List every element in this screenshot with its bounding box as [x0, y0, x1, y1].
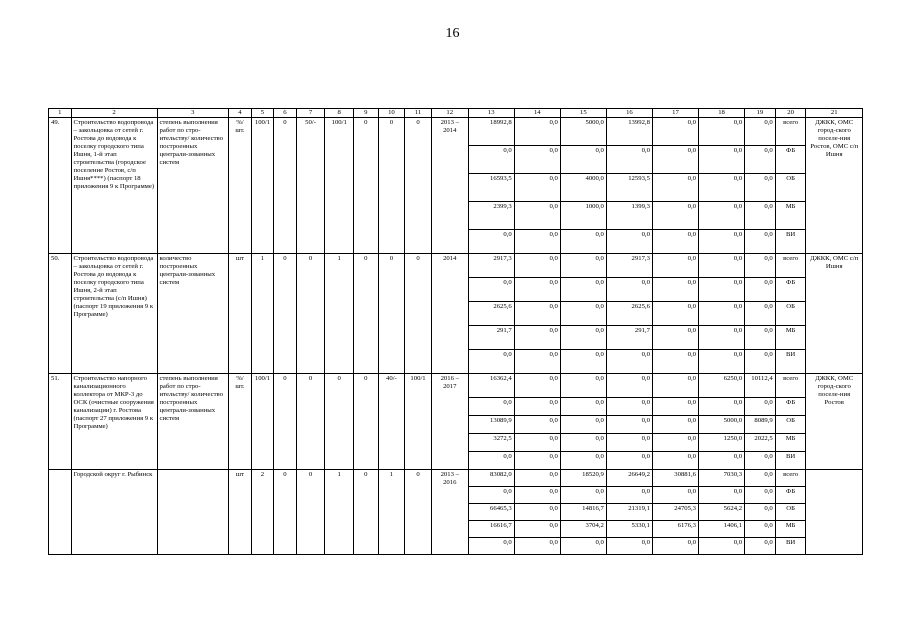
amount-cell: 0,0	[699, 230, 745, 254]
amount-cell: 0,0	[560, 350, 606, 374]
amount-cell: 0,0	[652, 202, 698, 230]
amount-cell: 0,0	[699, 350, 745, 374]
project-name-cell: Строительство водопровода – закольцовка от сетей г. Ростова до водовода к поселку городского типа Ишня, 2-й этап строительства (с/п Ишня) (паспорт 19 приложения 9 к Программе)	[71, 254, 157, 374]
amount-cell: 16362,4	[468, 374, 514, 398]
header-cell: 7	[296, 109, 325, 118]
amount-cell: 13992,8	[606, 118, 652, 146]
amount-cell: 0,0	[745, 487, 776, 504]
amount-cell: 291,7	[468, 326, 514, 350]
amount-cell: 16593,5	[468, 174, 514, 202]
amount-cell: 0,0	[468, 230, 514, 254]
funding-source-cell: всего	[775, 118, 806, 146]
header-cell: 10	[378, 109, 405, 118]
amount-cell: 0,0	[745, 254, 776, 278]
target-year-cell: 0	[354, 118, 379, 254]
amount-cell: 0,0	[699, 146, 745, 174]
indicator-cell	[157, 470, 229, 555]
target-year-cell: 0	[405, 118, 432, 254]
amount-cell: 66465,3	[468, 504, 514, 521]
amount-cell: 0,0	[606, 538, 652, 555]
executor-cell: ДЖКК, ОМС город-ского поселе-ния Ростов	[806, 374, 863, 470]
amount-cell: 0,0	[699, 326, 745, 350]
target-year-cell: 0	[296, 470, 325, 555]
target-year-cell: 40/-	[378, 374, 405, 470]
row-number-cell: 51.	[49, 374, 72, 470]
amount-cell: 5624,2	[699, 504, 745, 521]
amount-cell: 0,0	[652, 398, 698, 416]
amount-cell: 0,0	[652, 278, 698, 302]
header-cell: 14	[514, 109, 560, 118]
amount-cell: 0,0	[560, 398, 606, 416]
amount-cell: 4000,0	[560, 174, 606, 202]
amount-cell: 0,0	[514, 504, 560, 521]
amount-cell: 0,0	[699, 487, 745, 504]
target-year-cell: 1	[325, 470, 354, 555]
amount-cell: 0,0	[560, 302, 606, 326]
funding-source-cell: ВИ	[775, 230, 806, 254]
amount-cell: 0,0	[745, 470, 776, 487]
target-year-cell: 0	[325, 374, 354, 470]
funding-source-cell: МБ	[775, 326, 806, 350]
target-total-cell: 100/1	[251, 118, 274, 254]
amount-cell: 0,0	[745, 146, 776, 174]
amount-cell: 2625,6	[606, 302, 652, 326]
amount-cell: 0,0	[699, 118, 745, 146]
header-cell: 6	[274, 109, 297, 118]
indicator-cell: степень выполнения работ по стро-ительству/ количество построенных централи-зованных систем	[157, 118, 229, 254]
header-cell: 13	[468, 109, 514, 118]
years-cell: 2016 – 2017	[431, 374, 468, 470]
amount-cell: 0,0	[699, 174, 745, 202]
header-cell: 17	[652, 109, 698, 118]
target-year-cell: 0	[378, 118, 405, 254]
funding-source-cell: ОБ	[775, 302, 806, 326]
amount-cell: 0,0	[606, 374, 652, 398]
amount-cell: 0,0	[514, 374, 560, 398]
funding-source-cell: всего	[775, 254, 806, 278]
funding-source-cell: ВИ	[775, 538, 806, 555]
target-year-cell: 100/1	[405, 374, 432, 470]
page-number: 16	[445, 26, 460, 41]
amount-cell: 16616,7	[468, 521, 514, 538]
target-year-cell: 0	[274, 374, 297, 470]
amount-cell: 0,0	[606, 452, 652, 470]
amount-cell: 2917,3	[468, 254, 514, 278]
table-row	[49, 118, 863, 146]
amount-cell: 5330,1	[606, 521, 652, 538]
target-total-cell: 1	[251, 254, 274, 374]
amount-cell: 1250,0	[699, 434, 745, 452]
amount-cell: 0,0	[514, 146, 560, 174]
indicator-cell: количество построенных централи-зованных систем	[157, 254, 229, 374]
amount-cell: 0,0	[745, 230, 776, 254]
amount-cell: 0,0	[606, 434, 652, 452]
funding-source-cell: ФБ	[775, 146, 806, 174]
target-year-cell: 50/-	[296, 118, 325, 254]
amount-cell: 83082,0	[468, 470, 514, 487]
amount-cell: 0,0	[560, 230, 606, 254]
amount-cell: 30881,6	[652, 470, 698, 487]
amount-cell: 0,0	[514, 538, 560, 555]
unit-cell: %/ шт.	[229, 118, 252, 254]
target-year-cell: 0	[274, 470, 297, 555]
amount-cell: 0,0	[652, 118, 698, 146]
amount-cell: 0,0	[606, 487, 652, 504]
amount-cell: 0,0	[468, 146, 514, 174]
header-cell: 2	[71, 109, 157, 118]
amount-cell: 5000,0	[699, 416, 745, 434]
amount-cell: 0,0	[514, 174, 560, 202]
funding-source-cell: ВИ	[775, 452, 806, 470]
amount-cell: 0,0	[699, 202, 745, 230]
funding-source-cell: ВИ	[775, 350, 806, 374]
amount-cell: 0,0	[514, 521, 560, 538]
amount-cell: 0,0	[745, 302, 776, 326]
amount-cell: 0,0	[699, 538, 745, 555]
amount-cell: 0,0	[468, 487, 514, 504]
amount-cell: 0,0	[652, 326, 698, 350]
amount-cell: 0,0	[514, 398, 560, 416]
target-year-cell: 0	[274, 254, 297, 374]
amount-cell: 0,0	[560, 254, 606, 278]
funding-source-cell: ОБ	[775, 504, 806, 521]
amount-cell: 0,0	[514, 452, 560, 470]
amount-cell: 0,0	[514, 326, 560, 350]
amount-cell: 1406,1	[699, 521, 745, 538]
target-year-cell: 0	[354, 374, 379, 470]
header-cell: 12	[431, 109, 468, 118]
amount-cell: 0,0	[745, 278, 776, 302]
amount-cell: 0,0	[560, 416, 606, 434]
header-cell: 15	[560, 109, 606, 118]
amount-cell: 21319,1	[606, 504, 652, 521]
amount-cell: 0,0	[745, 350, 776, 374]
amount-cell: 18520,9	[560, 470, 606, 487]
amount-cell: 0,0	[745, 521, 776, 538]
amount-cell: 0,0	[468, 278, 514, 302]
header-cell: 5	[251, 109, 274, 118]
amount-cell: 1399,3	[606, 202, 652, 230]
amount-cell: 0,0	[468, 350, 514, 374]
amount-cell: 0,0	[699, 398, 745, 416]
project-name-cell: Строительство напорного канализационного коллектора от МКР-3 до ОСК (очистные сооружения канализации) г. Ростова (паспорт 27 приложения 9 к Программе)	[71, 374, 157, 470]
funding-source-cell: МБ	[775, 521, 806, 538]
amount-cell: 7030,3	[699, 470, 745, 487]
amount-cell: 1000,0	[560, 202, 606, 230]
funding-source-cell: МБ	[775, 202, 806, 230]
amount-cell: 0,0	[699, 278, 745, 302]
amount-cell: 0,0	[652, 230, 698, 254]
target-year-cell: 1	[378, 470, 405, 555]
amount-cell: 0,0	[745, 174, 776, 202]
target-year-cell: 0	[274, 118, 297, 254]
amount-cell: 0,0	[745, 202, 776, 230]
executor-cell: ДЖКК, ОМС город-ского поселе-ния Ростов, ОМС с/п Ишня	[806, 118, 863, 254]
amount-cell: 0,0	[606, 278, 652, 302]
amount-cell: 0,0	[745, 538, 776, 555]
unit-cell: %/ шт.	[229, 374, 252, 470]
row-number-cell: 49.	[49, 118, 72, 254]
funding-source-cell: ОБ	[775, 416, 806, 434]
amount-cell: 18992,8	[468, 118, 514, 146]
amount-cell: 0,0	[560, 487, 606, 504]
header-cell: 21	[806, 109, 863, 118]
amount-cell: 0,0	[514, 487, 560, 504]
unit-cell: шт	[229, 254, 252, 374]
amount-cell: 2022,5	[745, 434, 776, 452]
target-total-cell: 100/1	[251, 374, 274, 470]
amount-cell: 0,0	[652, 254, 698, 278]
amount-cell: 0,0	[514, 302, 560, 326]
amount-cell: 0,0	[560, 374, 606, 398]
amount-cell: 0,0	[514, 278, 560, 302]
header-cell: 20	[775, 109, 806, 118]
executor-cell	[806, 470, 863, 555]
target-year-cell: 0	[378, 254, 405, 374]
amount-cell: 0,0	[560, 452, 606, 470]
amount-cell: 0,0	[514, 202, 560, 230]
header-cell: 1	[49, 109, 72, 118]
amount-cell: 0,0	[468, 538, 514, 555]
header-cell: 9	[354, 109, 379, 118]
funding-source-cell: МБ	[775, 434, 806, 452]
amount-cell: 0,0	[699, 254, 745, 278]
amount-cell: 0,0	[745, 398, 776, 416]
amount-cell: 0,0	[560, 326, 606, 350]
funding-source-cell: ОБ	[775, 174, 806, 202]
row-number-cell: 50.	[49, 254, 72, 374]
amount-cell: 24705,3	[652, 504, 698, 521]
amount-cell: 0,0	[652, 416, 698, 434]
amount-cell: 0,0	[745, 326, 776, 350]
project-name-cell: Строительство водопровода – закольцовка от сетей г. Ростова до водовода к поселку городского типа Ишня, 1-й этап строительства (городское поселение Ростов, с/п Ишня****) (паспорт 18 приложения 9 к Программе)	[71, 118, 157, 254]
row-number-cell	[49, 470, 72, 555]
funding-source-cell: ФБ	[775, 487, 806, 504]
amount-cell: 0,0	[699, 452, 745, 470]
executor-cell: ДЖКК, ОМС с/п Ишня	[806, 254, 863, 374]
amount-cell: 0,0	[652, 146, 698, 174]
amount-cell: 2399,3	[468, 202, 514, 230]
amount-cell: 0,0	[514, 350, 560, 374]
amount-cell: 0,0	[514, 470, 560, 487]
target-year-cell: 0	[354, 254, 379, 374]
header-cell: 3	[157, 109, 229, 118]
funding-source-cell: всего	[775, 374, 806, 398]
amount-cell: 26649,2	[606, 470, 652, 487]
amount-cell: 0,0	[606, 416, 652, 434]
amount-cell: 3704,2	[560, 521, 606, 538]
amount-cell: 0,0	[699, 302, 745, 326]
header-cell: 16	[606, 109, 652, 118]
amount-cell: 0,0	[652, 487, 698, 504]
amount-cell: 0,0	[652, 434, 698, 452]
header-cell: 11	[405, 109, 432, 118]
amount-cell: 0,0	[468, 398, 514, 416]
amount-cell: 5000,0	[560, 118, 606, 146]
unit-cell: шт	[229, 470, 252, 555]
table-row	[49, 374, 863, 398]
amount-cell: 0,0	[652, 374, 698, 398]
amount-cell: 6250,0	[699, 374, 745, 398]
years-cell: 2014	[431, 254, 468, 374]
amount-cell: 13089,9	[468, 416, 514, 434]
table-row	[49, 470, 863, 487]
amount-cell: 10112,4	[745, 374, 776, 398]
target-year-cell: 0	[296, 254, 325, 374]
target-year-cell: 100/1	[325, 118, 354, 254]
header-cell: 8	[325, 109, 354, 118]
amount-cell: 0,0	[745, 504, 776, 521]
amount-cell: 2625,6	[468, 302, 514, 326]
amount-cell: 0,0	[468, 452, 514, 470]
amount-cell: 0,0	[606, 146, 652, 174]
funding-source-cell: ФБ	[775, 398, 806, 416]
amount-cell: 0,0	[514, 118, 560, 146]
funding-source-cell: всего	[775, 470, 806, 487]
target-year-cell: 0	[296, 374, 325, 470]
program-table	[48, 108, 863, 555]
amount-cell: 0,0	[514, 230, 560, 254]
amount-cell: 0,0	[652, 174, 698, 202]
target-year-cell: 0	[354, 470, 379, 555]
years-cell: 2013 – 2016	[431, 470, 468, 555]
amount-cell: 0,0	[560, 538, 606, 555]
target-year-cell: 0	[405, 254, 432, 374]
amount-cell: 2917,3	[606, 254, 652, 278]
target-year-cell: 0	[405, 470, 432, 555]
header-cell: 4	[229, 109, 252, 118]
amount-cell: 0,0	[560, 278, 606, 302]
amount-cell: 0,0	[652, 538, 698, 555]
amount-cell: 8089,9	[745, 416, 776, 434]
amount-cell: 0,0	[745, 118, 776, 146]
years-cell: 2013 – 2014	[431, 118, 468, 254]
target-total-cell: 2	[251, 470, 274, 555]
target-year-cell: 1	[325, 254, 354, 374]
amount-cell: 0,0	[560, 146, 606, 174]
amount-cell: 0,0	[606, 350, 652, 374]
amount-cell: 0,0	[514, 416, 560, 434]
header-cell: 19	[745, 109, 776, 118]
amount-cell: 0,0	[514, 254, 560, 278]
amount-cell: 291,7	[606, 326, 652, 350]
header-cell: 18	[699, 109, 745, 118]
amount-cell: 6176,3	[652, 521, 698, 538]
project-name-cell: Городской округ г. Рыбинск	[71, 470, 157, 555]
amount-cell: 12593,5	[606, 174, 652, 202]
amount-cell: 0,0	[652, 452, 698, 470]
table-row	[49, 254, 863, 278]
amount-cell: 3272,5	[468, 434, 514, 452]
amount-cell: 14816,7	[560, 504, 606, 521]
funding-source-cell: ФБ	[775, 278, 806, 302]
amount-cell: 0,0	[606, 398, 652, 416]
amount-cell: 0,0	[745, 452, 776, 470]
amount-cell: 0,0	[652, 302, 698, 326]
amount-cell: 0,0	[652, 350, 698, 374]
indicator-cell: степень выполнения работ по стро-ительству/ количество построенных централи-зованных систем	[157, 374, 229, 470]
amount-cell: 0,0	[560, 434, 606, 452]
amount-cell: 0,0	[514, 434, 560, 452]
header-row	[49, 109, 863, 118]
amount-cell: 0,0	[606, 230, 652, 254]
